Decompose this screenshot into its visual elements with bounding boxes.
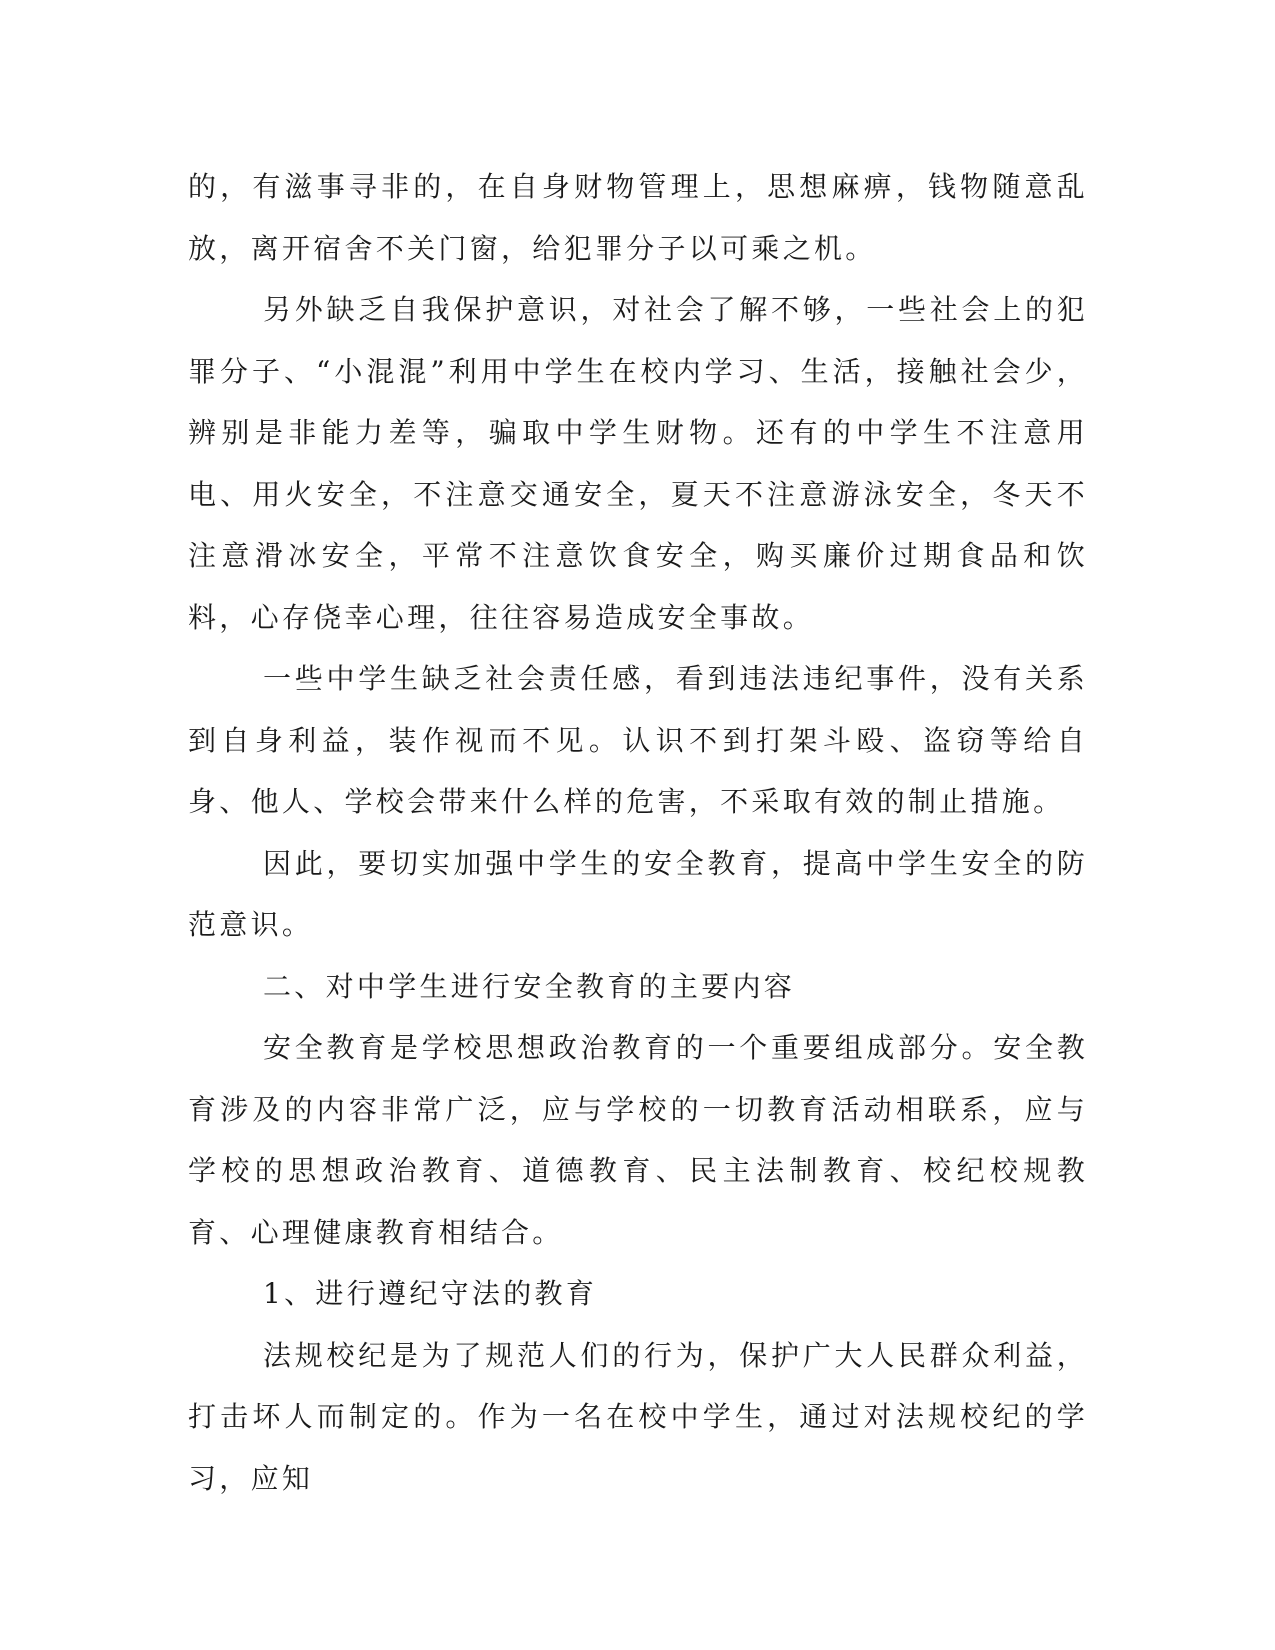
paragraph-social-responsibility: 一些中学生缺乏社会责任感，看到违法违纪事件，没有关系到自身利益，装作视而不见。认识不到打架斗殴、盗窃等给自身、他人、学校会带来什么样的危害，不采取有效的制止措施。 [188,662,1088,818]
subsection-heading: 1、进行遵纪守法的教育 [263,1277,598,1310]
document-body [188,156,1088,1509]
paragraph-safety-education: 安全教育是学校思想政治教育的一个重要组成部分。安全教育涉及的内容非常广泛，应与学校的一切教育活动相联系，应与学校的思想政治教育、道德教育、民主法制教育、校纪校规教育、心理健康教育相结合。 [188,1031,1088,1249]
paragraph-continuation: 的，有滋事寻非的，在自身财物管理上，思想麻痹，钱物随意乱放，离开宿舍不关门窗，给犯罪分子以可乘之机。 [188,170,1088,265]
section-heading: 二、对中学生进行安全教育的主要内容 [263,969,796,1003]
paragraph-self-protection: 另外缺乏自我保护意识，对社会了解不够，一些社会上的犯罪分子、“小混混”利用中学生在校内学习、生活，接触社会少，辨别是非能力差等，骗取中学生财物。还有的中学生不注意用电、用火安全，不注意交通安全，夏天不注意游泳安全，冬天不注意滑冰安全，平常不注意饮食安全，购买廉价过期食品和饮料，心存侥幸心理，往往容易造成安全事故。 [188,293,1088,634]
paragraph-law-discipline: 法规校纪是为了规范人们的行为，保护广大人民群众利益，打击坏人而制定的。作为一名在校中学生，通过对法规校纪的学习，应知 [188,1338,1088,1495]
paragraph-conclusion: 因此，要切实加强中学生的安全教育，提高中学生安全的防范意识。 [188,846,1088,941]
